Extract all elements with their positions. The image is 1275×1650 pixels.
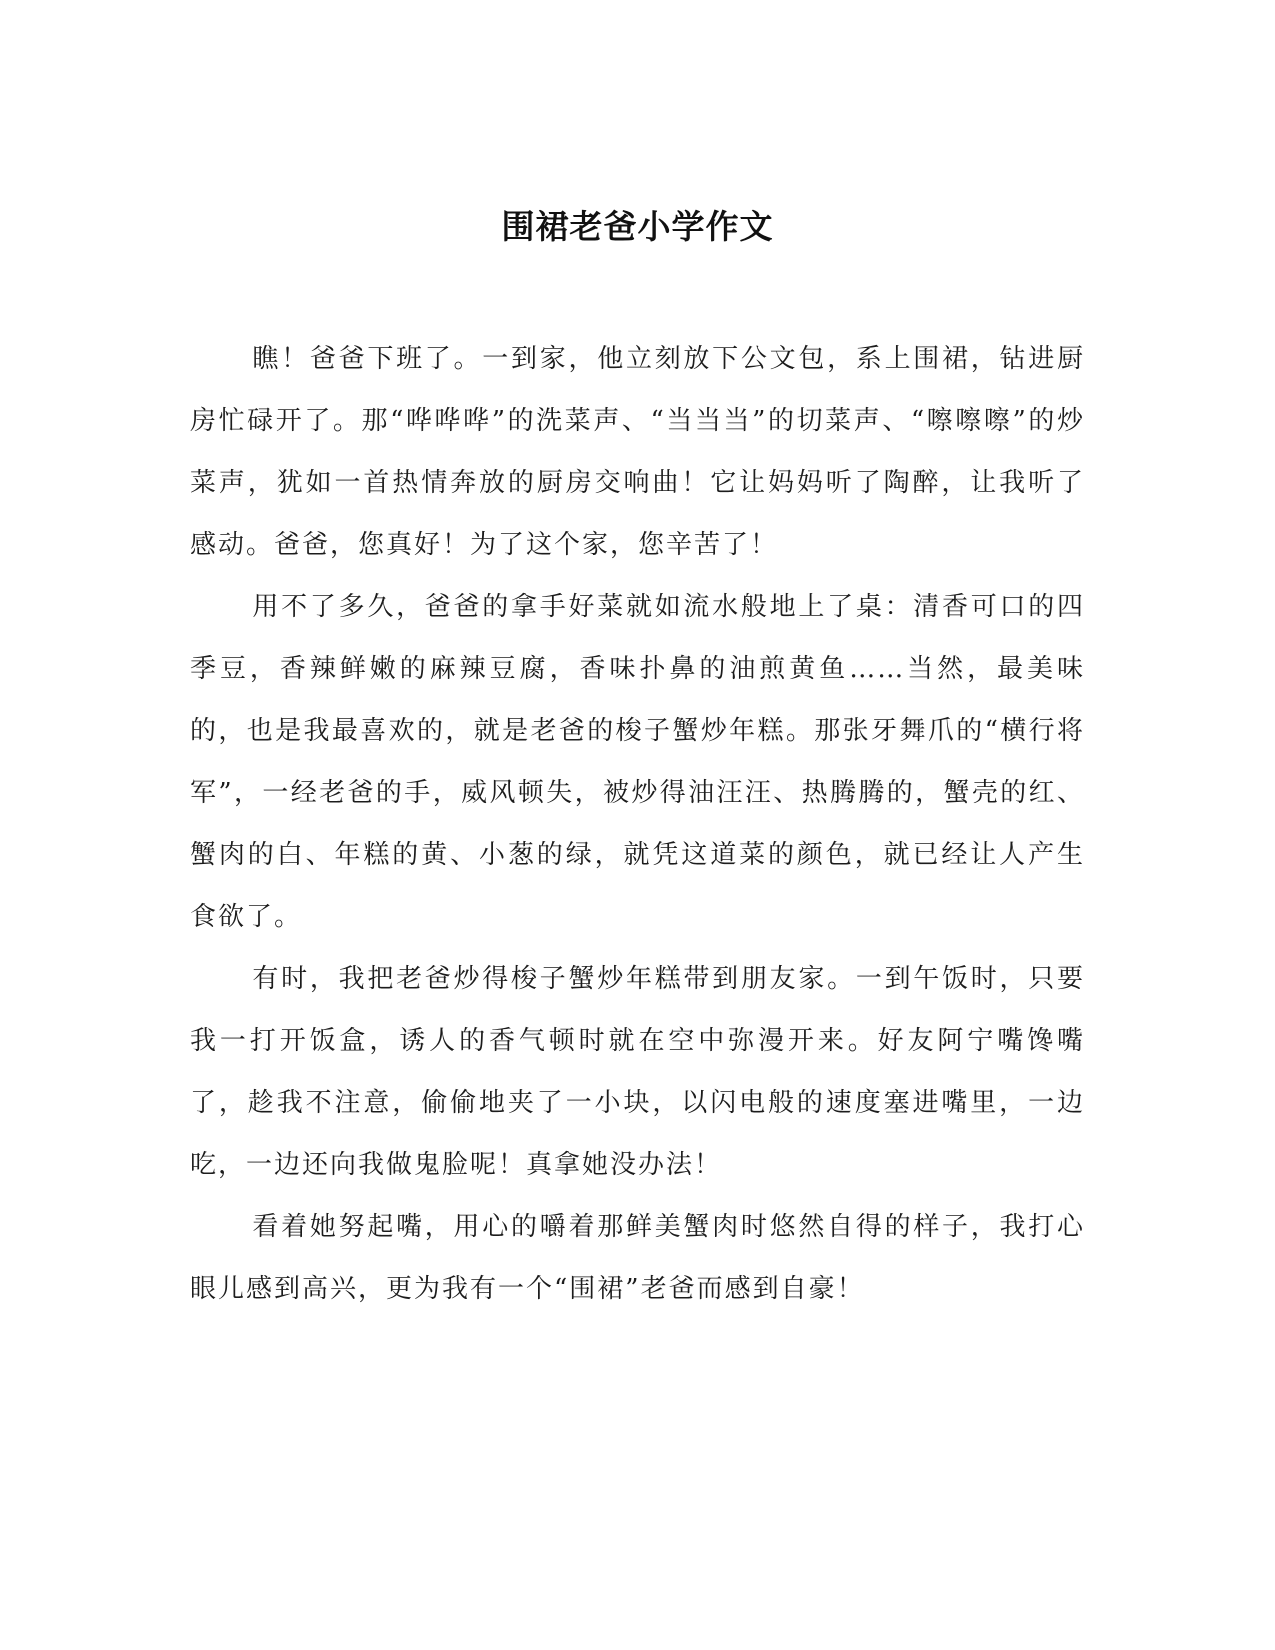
paragraph: 瞧！爸爸下班了。一到家，他立刻放下公文包，系上围裙，钻进厨房忙碌开了。那“哗哗哗”的洗菜声、“当当当”的切菜声、“嚓嚓嚓”的炒菜声，犹如一首热情奔放的厨房交响曲！它让妈妈听了陶醉，让我听了感动。爸爸，您真好！为了这个家，您辛苦了！ bbox=[190, 344, 1085, 560]
document-title: 围裙老爸小学作文 bbox=[501, 207, 774, 246]
document-body bbox=[190, 328, 1085, 1320]
paragraph: 有时，我把老爸炒得梭子蟹炒年糕带到朋友家。一到午饭时，只要我一打开饭盒，诱人的香气顿时就在空中弥漫开来。好友阿宁嘴馋嘴了，趁我不注意，偷偷地夹了一小块，以闪电般的速度塞进嘴里，一边吃，一边还向我做鬼脸呢！真拿她没办法！ bbox=[190, 964, 1085, 1180]
paragraph: 用不了多久，爸爸的拿手好菜就如流水般地上了桌：清香可口的四季豆，香辣鲜嫩的麻辣豆腐，香味扑鼻的油煎黄鱼……当然，最美味的，也是我最喜欢的，就是老爸的梭子蟹炒年糕。那张牙舞爪的“横行将军”，一经老爸的手，威风顿失，被炒得油汪汪、热腾腾的，蟹壳的红、蟹肉的白、年糕的黄、小葱的绿，就凭这道菜的颜色，就已经让人产生食欲了。 bbox=[190, 592, 1085, 932]
paragraph: 看着她努起嘴，用心的嚼着那鲜美蟹肉时悠然自得的样子，我打心眼儿感到高兴，更为我有一个“围裙”老爸而感到自豪！ bbox=[190, 1212, 1085, 1304]
